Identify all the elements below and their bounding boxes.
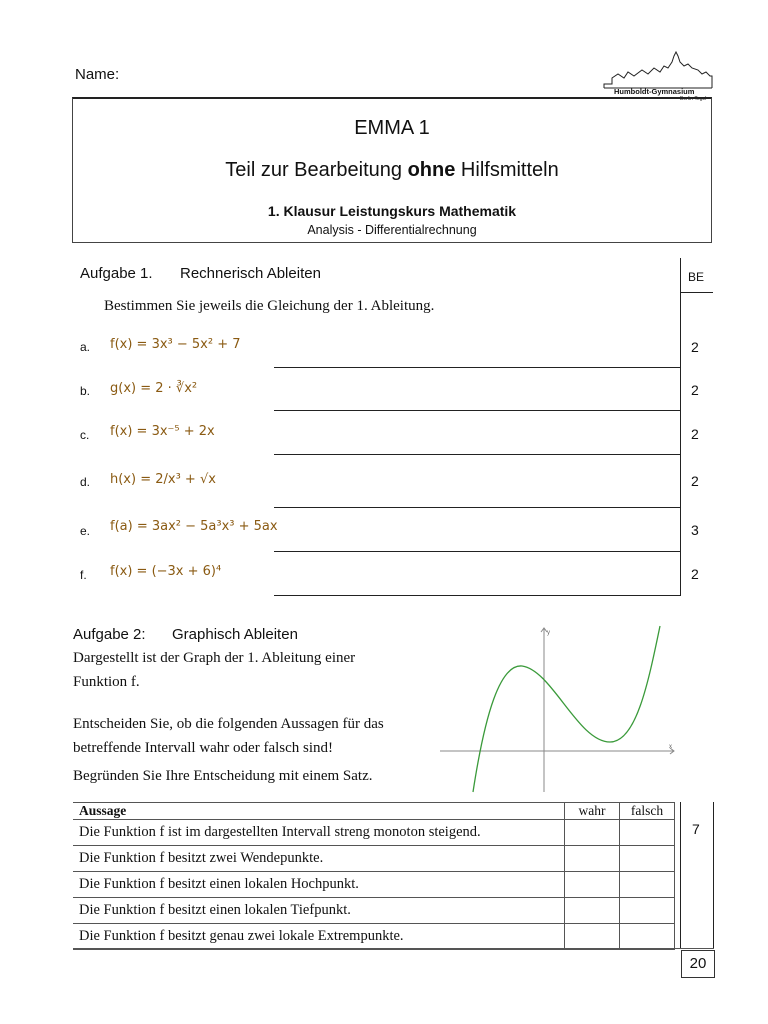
answer-line-d — [274, 507, 680, 508]
graph-x-label: x — [669, 744, 672, 750]
formula-c: f(x) = 3x⁻⁵ + 2x — [110, 424, 215, 439]
false-cell[interactable] — [620, 872, 675, 898]
item-letter-b: b. — [80, 384, 91, 398]
subtitle-pre: Teil zur Bearbeitung — [225, 159, 408, 181]
col-header-true: wahr — [565, 803, 620, 820]
formula-d: h(x) = 2/x³ + √x — [110, 472, 216, 487]
task2-text-line2: Funktion f. — [73, 674, 140, 690]
be-value-e: 3 — [691, 522, 699, 538]
exam-subtitle — [73, 159, 711, 182]
col-header-false: falsch — [620, 803, 675, 820]
task2-text-line3: Entscheiden Sie, ob die folgenden Aussagen für das — [73, 716, 384, 732]
item-letter-e: e. — [80, 524, 91, 538]
true-cell[interactable] — [565, 898, 620, 924]
false-cell[interactable] — [620, 898, 675, 924]
false-cell[interactable] — [620, 924, 675, 950]
derivative-curve — [473, 626, 660, 792]
formula-a: f(x) = 3x³ − 5x² + 7 — [110, 337, 241, 352]
be-value-c: 2 — [691, 426, 699, 442]
name-label: Name: — [75, 66, 120, 83]
task2-number: Aufgabe 2: — [73, 626, 146, 643]
task2-be-value: 7 — [692, 821, 700, 837]
school-skyline-icon — [602, 50, 714, 90]
answer-line-c — [274, 454, 680, 455]
exam-title: EMMA 1 — [354, 117, 430, 139]
graph-y-label: y — [547, 630, 550, 636]
exam-klausur: 1. Klausur Leistungskurs Mathematik — [267, 203, 517, 219]
be-column-divider-2 — [680, 802, 681, 948]
true-cell[interactable] — [565, 872, 620, 898]
formula-b: g(x) = 2 · ∛x² — [110, 381, 198, 396]
item-letter-c: c. — [80, 428, 90, 442]
statement-text: Die Funktion f besitzt zwei Wendepunkte. — [73, 846, 565, 872]
true-cell[interactable] — [565, 846, 620, 872]
answer-line-e — [274, 551, 680, 552]
subtitle-bold: ohne — [407, 159, 456, 181]
be-column-label: BE — [688, 270, 705, 284]
task2-text-line4: betreffende Intervall wahr oder falsch sind! — [73, 740, 334, 756]
exam-topic: Analysis - Differentialrechnung — [307, 223, 477, 237]
table-row — [73, 872, 675, 898]
logo-text: Humboldt-Gymnasium — [614, 87, 695, 96]
false-cell[interactable] — [620, 820, 675, 846]
table-bottom-rule — [73, 948, 714, 949]
true-cell[interactable] — [565, 924, 620, 950]
true-cell[interactable] — [565, 820, 620, 846]
statement-table — [73, 802, 675, 950]
statement-text: Die Funktion f ist im dargestellten Intervall streng monoton steigend. — [73, 820, 565, 846]
false-cell[interactable] — [620, 846, 675, 872]
table-row — [73, 846, 675, 872]
be-column-divider — [680, 258, 681, 596]
be-value-d: 2 — [691, 473, 699, 489]
logo-subtext: Berlin-Tegel — [680, 96, 707, 102]
formula-f: f(x) = (−3x + 6)⁴ — [110, 564, 222, 579]
statement-text: Die Funktion f besitzt genau zwei lokale Extrempunkte. — [73, 924, 565, 950]
subtitle-post: Hilfsmitteln — [455, 159, 559, 181]
table-row — [73, 924, 675, 950]
task2-text-line5: Begründen Sie Ihre Entscheidung mit einem Satz. — [73, 768, 373, 784]
answer-line-f — [274, 595, 680, 596]
col-header-statement: Aussage — [73, 803, 565, 820]
table-row — [73, 898, 675, 924]
task1-intro: Bestimmen Sie jeweils die Gleichung der 1. Ableitung. — [104, 298, 435, 314]
item-letter-d: d. — [80, 475, 91, 489]
answer-line-b — [274, 410, 680, 411]
be-value-f: 2 — [691, 566, 699, 582]
task1-title: Rechnerisch Ableiten — [180, 265, 321, 282]
total-points: 20 — [681, 950, 715, 978]
formula-e: f(a) = 3ax² − 5a³x³ + 5ax — [110, 519, 278, 534]
be-value-a: 2 — [691, 339, 699, 355]
item-letter-a: a. — [80, 340, 91, 354]
task2-title: Graphisch Ableiten — [172, 626, 298, 643]
header-box — [72, 97, 712, 243]
be-header-line — [680, 292, 713, 293]
table-header-row — [73, 803, 675, 820]
statement-text: Die Funktion f besitzt einen lokalen Hochpunkt. — [73, 872, 565, 898]
item-letter-f: f. — [80, 568, 87, 582]
be-value-b: 2 — [691, 382, 699, 398]
be-column-right-2 — [713, 802, 714, 948]
statement-text: Die Funktion f besitzt einen lokalen Tiefpunkt. — [73, 898, 565, 924]
table-row — [73, 820, 675, 846]
task1-number: Aufgabe 1. — [80, 265, 153, 282]
derivative-graph — [440, 624, 680, 794]
answer-line-a — [274, 367, 680, 368]
task2-text-line1: Dargestellt ist der Graph der 1. Ableitung einer — [73, 650, 356, 666]
